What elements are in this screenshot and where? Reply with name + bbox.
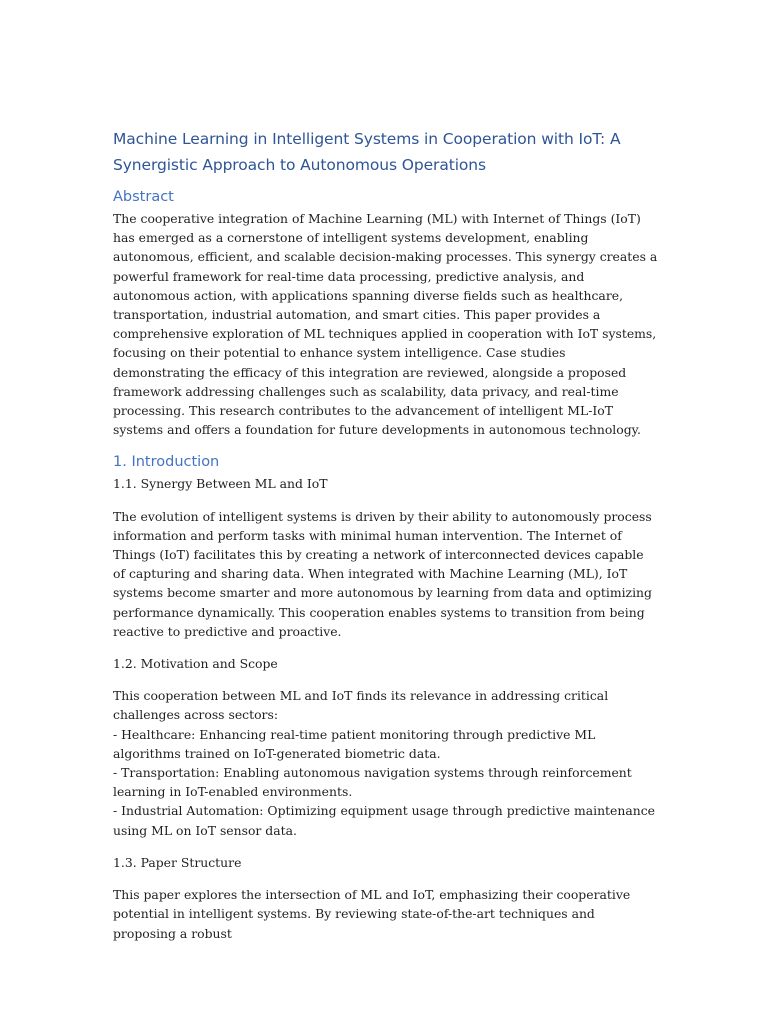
document-page xyxy=(113,126,658,956)
list-item-transportation: - Transportation: Enabling autonomous navigation systems through reinforcement learning in IoT-enabled environments. xyxy=(113,765,632,800)
list-item-industrial-automation: - Industrial Automation: Optimizing equipment usage through predictive maintenance using ML on IoT sensor data. xyxy=(113,803,655,838)
abstract-text: The cooperative integration of Machine Learning (ML) with Internet of Things (IoT) has emerged as a cornerstone of intelligent systems development, enabling autonomous, efficient, and scalable decision-making processes. This synergy creates a powerful framework for real-time data processing, predictive analysis, and autonomous action, with applications spanning diverse fields such as healthcare, transportation, industrial automation, and smart cities. This paper provides a comprehensive exploration of ML techniques applied in cooperation with IoT systems, focusing on their potential to enhance system intelligence. Case studies demonstrating the efficacy of this integration are reviewed, alongside a proposed framework addressing challenges such as scalability, data privacy, and real-time processing. This research contributes to the advancement of intelligent ML-IoT systems and offers a foundation for future developments in autonomous technology. xyxy=(113,211,658,438)
subsection-heading-1-1: 1.1. Synergy Between ML and IoT xyxy=(113,476,328,492)
paper-title: Machine Learning in Intelligent Systems in Cooperation with IoT: A Synergistic Approach to Autonomous Operations xyxy=(113,130,621,174)
subsection-heading-1-3: 1.3. Paper Structure xyxy=(113,854,242,870)
list-item-healthcare: - Healthcare: Enhancing real-time patient monitoring through predictive ML algorithms trained on IoT-generated biometric data. xyxy=(113,726,596,761)
paper-structure-paragraph: This paper explores the intersection of ML and IoT, emphasizing their cooperative potential in intelligent systems. By reviewing state-of-the-art techniques and proposing a robust xyxy=(113,887,631,941)
subsection-heading-1-2: 1.2. Motivation and Scope xyxy=(113,656,278,672)
abstract-heading: Abstract xyxy=(113,189,174,205)
introduction-heading: 1. Introduction xyxy=(113,454,220,471)
motivation-intro: This cooperation between ML and IoT finds its relevance in addressing critical challenges across sectors: xyxy=(113,688,609,723)
motivation-paragraph xyxy=(113,686,658,840)
synergy-paragraph: The evolution of intelligent systems is driven by their ability to autonomously process information and perform tasks with minimal human intervention. The Internet of Things (IoT) facilitates this by creating a network of interconnected devices capable of capturing and sharing data. When integrated with Machine Learning (ML), IoT systems become smarter and more autonomous by learning from data and optimizing performance dynamically. This cooperation enables systems to transition from being reactive to predictive and proactive. xyxy=(113,508,652,639)
